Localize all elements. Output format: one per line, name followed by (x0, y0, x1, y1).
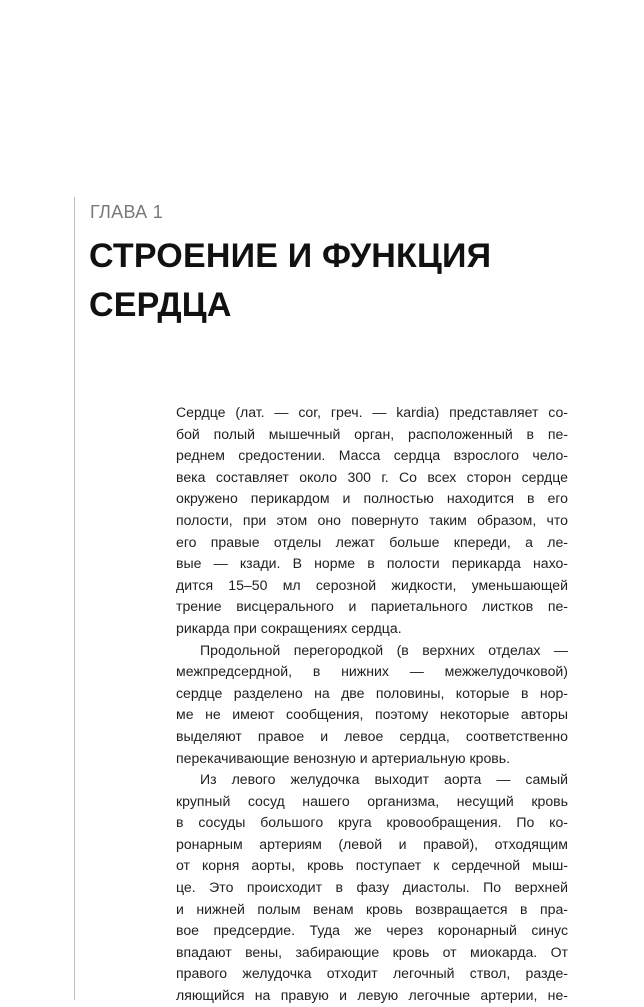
text-line: от корня аорты, кровь поступает к сердечной мыш- (176, 857, 568, 874)
text-line: дится 15–50 мл серозной жидкости, уменьшающей (176, 576, 568, 593)
chapter-title-line: СТРОЕНИЕ И ФУНКЦИЯ (89, 237, 492, 275)
text-line: ронарным артериям (левой и правой), отходящим (176, 835, 568, 852)
text-line: вые — кзади. В норме в полости перикарда нахо- (176, 555, 568, 572)
text-line: сердце разделено на две половины, которые в нор- (176, 684, 568, 701)
text-line: века составляет около 300 г. Со всех сторон сердце (176, 468, 568, 485)
text-line: рикарда при сокращениях сердца. (176, 619, 402, 636)
paragraph-1 (176, 402, 568, 640)
body-text (176, 402, 568, 1007)
text-line: трение висцерального и париетального листков пе- (176, 598, 568, 615)
text-line: окружено перикардом и полностью находится в его (176, 490, 568, 507)
chapter-title-line: СЕРДЦА (89, 286, 232, 324)
text-line: перекачивающие венозную и артериальную кровь. (176, 749, 511, 766)
text-line: выделяют правое и левое сердца, соответственно (176, 727, 568, 744)
text-line: вое предсердие. Туда же через коронарный синус (176, 922, 568, 939)
text-line: межпредсердной, в нижних — межжелудочковой) (176, 663, 568, 680)
text-line: впадают вены, забирающие кровь от миокарда. От (176, 943, 568, 960)
text-line: крупный сосуд нашего организма, несущий кровь (176, 792, 568, 809)
paragraph-2 (176, 640, 568, 770)
paragraph-3 (176, 769, 568, 1007)
text-line: правого желудочка отходит легочный ствол, разде- (176, 965, 568, 982)
text-line: Продольной перегородкой (в верхних отделах — (200, 641, 568, 658)
chapter-title (89, 232, 559, 330)
text-line: его правые отделы лежат больше кпереди, а ле- (176, 533, 568, 550)
text-line: Сердце (лат. — cor, греч. — kardia) представляет со- (176, 404, 568, 420)
vertical-rule (74, 197, 75, 1000)
text-line: бой полый мышечный орган, расположенный в пе- (176, 425, 568, 442)
chapter-label: ГЛАВА 1 (90, 202, 164, 222)
text-line: це. Это происходит в фазу диастолы. По верхней (176, 879, 568, 896)
text-line: полости, при этом оно повернуто таким образом, что (176, 511, 568, 528)
text-line: Из левого желудочка выходит аорта — самый (200, 771, 568, 788)
text-line: ляющийся на правую и левую легочные артерии, не- (176, 987, 568, 1004)
text-line: в сосуды большого круга кровообращения. По ко- (176, 814, 568, 831)
text-line: и нижней полым венам кровь возвращается в пра- (176, 900, 568, 917)
text-line: ме не имеют сообщения, поэтому некоторые авторы (176, 706, 568, 723)
text-line: реднем средостении. Масса сердца взрослого чело- (176, 447, 568, 464)
